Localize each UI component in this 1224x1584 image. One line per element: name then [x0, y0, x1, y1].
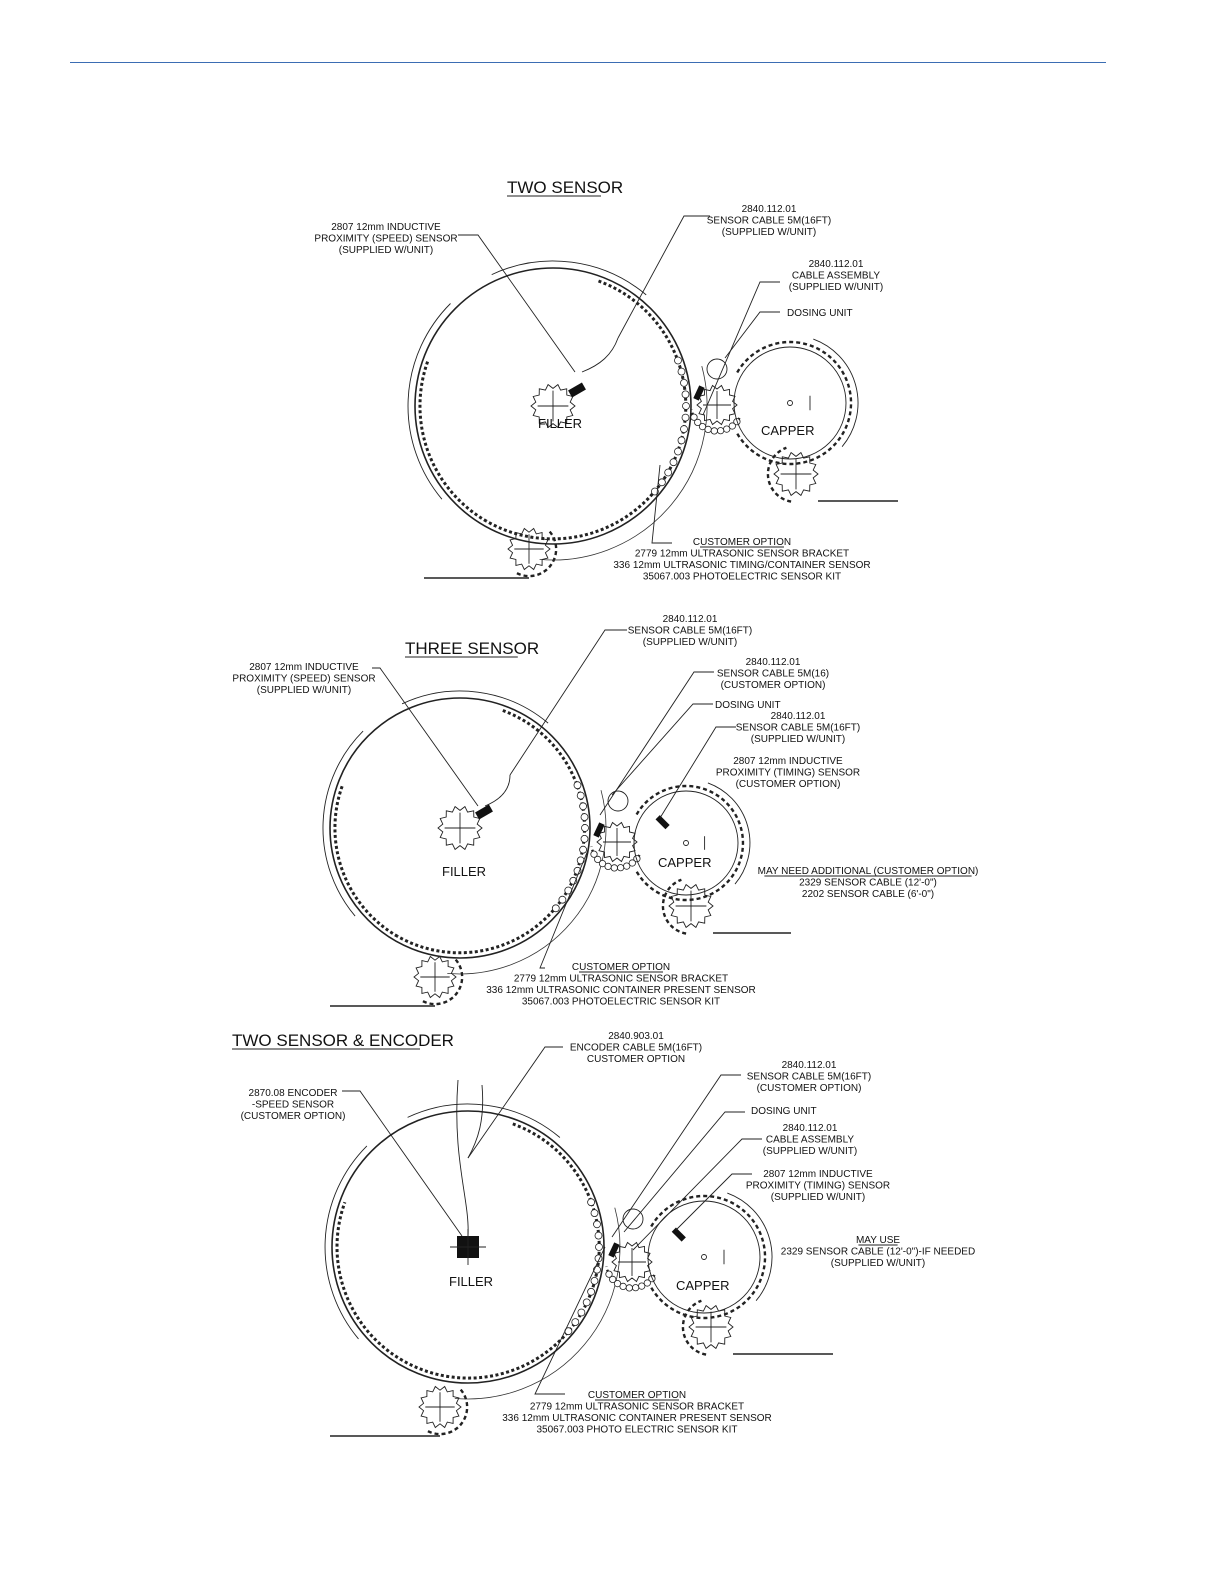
callout-text: 336 12mm ULTRASONIC CONTAINER PRESENT SENSOR — [502, 1413, 772, 1424]
filler-chain — [337, 1202, 402, 1360]
callout-text: CUSTOMER OPTION — [692, 537, 792, 548]
chuck-center — [788, 401, 793, 406]
container-pocket — [583, 1299, 590, 1306]
chuck-center — [684, 841, 689, 846]
container-pocket — [606, 1271, 612, 1277]
infeed-chain — [427, 1390, 468, 1434]
callout-text: SENSOR CABLE 5M(16FT) — [735, 722, 861, 734]
diagram-title: TWO SENSOR — [507, 178, 624, 197]
container-pocket — [581, 814, 588, 821]
container-sensor-icon — [608, 1242, 619, 1257]
leader-line — [372, 668, 478, 806]
container-pocket — [588, 1288, 595, 1295]
leader-line — [540, 850, 588, 968]
callout-text: PROXIMITY (TIMING) SENSOR — [715, 767, 861, 779]
container-pocket — [675, 448, 682, 455]
callout-text: (SUPPLIED W/UNIT) — [762, 1146, 858, 1157]
callout-text: DOSING UNIT — [715, 700, 781, 711]
container-pocket — [682, 391, 689, 398]
container-pocket — [724, 426, 730, 432]
callout-text: DOSING UNIT — [787, 308, 853, 319]
callout-text: 2840.112.01 — [741, 204, 797, 215]
container-pocket — [580, 803, 587, 810]
callout-text: (SUPPLIED W/UNIT) — [770, 1192, 866, 1203]
container-pocket — [691, 414, 697, 420]
container-pocket — [617, 865, 623, 871]
rotation-arrow — [323, 731, 363, 916]
rotation-arrow — [402, 691, 548, 723]
container-pocket — [683, 403, 690, 410]
callout-text: (SUPPLIED W/UNIT) — [256, 685, 352, 696]
callout-text: 2329 SENSOR CABLE (12'-0")-IF NEEDED — [780, 1246, 976, 1258]
container-pocket — [591, 851, 597, 857]
timing-sensor-icon — [656, 815, 670, 829]
callout-text: 2807 12mm INDUCTIVE — [763, 1169, 873, 1180]
leader-line — [652, 465, 672, 543]
leader-line — [612, 1075, 741, 1237]
callout-text: 2779 12mm ULTRASONIC SENSOR BRACKET — [513, 973, 729, 985]
filler-chain — [398, 711, 585, 953]
callout-text: (SUPPLIED W/UNIT) — [642, 637, 738, 648]
callout-text: (CUSTOMER OPTION) — [735, 779, 841, 790]
container-pocket — [574, 782, 581, 789]
capper-chuck — [684, 836, 705, 850]
container-pocket — [632, 1285, 638, 1291]
capper-label: CAPPER — [761, 423, 815, 438]
callout-text: CABLE ASSEMBLY — [765, 1134, 855, 1146]
container-pocket — [578, 1309, 585, 1316]
container-pocket — [581, 835, 588, 842]
container-pocket — [717, 428, 723, 434]
container-pockets — [591, 851, 640, 871]
callout-text: 2807 12mm INDUCTIVE — [249, 662, 359, 673]
container-pocket — [559, 896, 566, 903]
capper-chuck — [702, 1250, 725, 1265]
leader-line — [633, 1139, 762, 1250]
callout-text: 2779 12mm ULTRASONIC SENSOR BRACKET — [634, 548, 850, 560]
leader-line — [535, 1247, 605, 1394]
callout-text: CUSTOMER OPTION — [586, 1054, 686, 1065]
infeed-star-wheel — [414, 957, 456, 998]
callout-text: SENSOR CABLE 5M(16FT) — [706, 215, 832, 227]
capper-turret — [634, 791, 738, 895]
callout-text: (SUPPLIED W/UNIT) — [788, 282, 884, 293]
leader-line — [458, 235, 575, 372]
cable-line — [582, 338, 618, 372]
callout-text: 35067.003 PHOTOELECTRIC SENSOR KIT — [521, 996, 721, 1008]
infeed-chain — [422, 960, 463, 1004]
capper-label: CAPPER — [658, 855, 712, 870]
container-pocket — [658, 479, 665, 486]
container-pocket — [580, 846, 587, 853]
container-sensor-icon — [693, 385, 704, 400]
callout-text: 2870.08 ENCODER — [248, 1088, 338, 1099]
container-pocket — [675, 357, 682, 364]
infeed-star-wheel — [419, 1387, 461, 1428]
callout-text: 2840.903.01 — [608, 1031, 664, 1042]
callout-text: 2840.112.01 — [770, 711, 826, 722]
callout-text: 2840.112.01 — [662, 614, 718, 625]
container-pockets — [606, 1271, 655, 1291]
filler-chain — [335, 785, 398, 936]
callout-text: SENSOR CABLE 5M(16FT) — [627, 625, 753, 637]
callout-text: (SUPPLIED W/UNIT) — [721, 227, 817, 238]
diagram-title: THREE SENSOR — [405, 639, 540, 658]
callout-text: -SPEED SENSOR — [251, 1099, 335, 1111]
callout-text: 2329 SENSOR CABLE (12'-0") — [799, 877, 937, 889]
callout-text: 2840.112.01 — [782, 1123, 838, 1134]
callout-text: CABLE ASSEMBLY — [791, 270, 881, 282]
rotation-arrow — [492, 261, 647, 295]
outfeed-chain — [663, 880, 686, 934]
leader-line — [618, 216, 710, 338]
callout-text: CUSTOMER OPTION — [587, 1390, 687, 1401]
callout-text: 2840.112.01 — [745, 657, 801, 668]
container-pocket — [582, 825, 589, 832]
container-pockets — [691, 414, 740, 434]
callout-text: 2840.112.01 — [781, 1060, 837, 1071]
leader-line — [612, 704, 713, 795]
rotation-arrow — [408, 1104, 560, 1137]
container-pocket — [678, 368, 685, 375]
container-sensor-icon — [593, 822, 604, 837]
container-pocket — [552, 905, 559, 912]
callout-text: (CUSTOMER OPTION) — [240, 1111, 346, 1122]
container-pocket — [711, 428, 717, 434]
callout-text: SENSOR CABLE 5M(16FT) — [746, 1071, 872, 1083]
callout-text: PROXIMITY (SPEED) SENSOR — [232, 673, 376, 685]
callout-text: 2807 12mm INDUCTIVE — [331, 222, 441, 233]
container-pocket — [678, 437, 685, 444]
capper-chuck — [788, 396, 811, 411]
dosing-unit-icon — [707, 359, 727, 379]
callout-text: 2202 SENSOR CABLE (6'-0") — [801, 889, 935, 900]
callout-text: DOSING UNIT — [751, 1106, 817, 1117]
container-pocket — [596, 1244, 603, 1251]
outfeed-chain — [683, 1301, 706, 1355]
container-pocket — [681, 379, 688, 386]
callout-text: 35067.003 PHOTOELECTRIC SENSOR KIT — [642, 571, 842, 583]
container-pocket — [577, 792, 584, 799]
leader-line — [703, 282, 780, 415]
container-pocket — [588, 1199, 595, 1206]
callout-text: 336 12mm ULTRASONIC CONTAINER PRESENT SENSOR — [486, 985, 756, 996]
cable-line — [457, 1080, 483, 1236]
callout-text: SENSOR CABLE 5M(16) — [716, 668, 830, 680]
capper-turret — [734, 347, 846, 459]
callout-text: (SUPPLIED W/UNIT) — [750, 734, 846, 745]
callout-text: (SUPPLIED W/UNIT) — [830, 1258, 926, 1269]
filler-chain — [403, 1124, 600, 1378]
timing-sensor-icon — [672, 1228, 686, 1242]
callout-text: 2840.112.01 — [808, 259, 864, 270]
container-pocket — [682, 414, 689, 421]
cable-line — [485, 775, 510, 806]
filler-label: FILLER — [442, 864, 487, 879]
container-pocket — [611, 865, 617, 871]
container-pocket — [624, 863, 630, 869]
callout-text: PROXIMITY (SPEED) SENSOR — [314, 233, 458, 245]
callout-text: CUSTOMER OPTION — [571, 962, 671, 973]
container-pocket — [572, 1319, 579, 1326]
callout-text: 2779 12mm ULTRASONIC SENSOR BRACKET — [529, 1401, 745, 1413]
callout-text: (CUSTOMER OPTION) — [756, 1083, 862, 1094]
callout-text: 2807 12mm INDUCTIVE — [733, 756, 843, 767]
filler-chain — [420, 361, 487, 522]
filler-label: FILLER — [538, 416, 583, 431]
callout-text: MAY NEED ADDITIONAL (CUSTOMER OPTION) — [757, 866, 979, 877]
container-pocket — [626, 1285, 632, 1291]
filler-label: FILLER — [449, 1274, 494, 1289]
diagram-title: TWO SENSOR & ENCODER — [232, 1031, 454, 1050]
callout-text: (CUSTOMER OPTION) — [720, 680, 826, 691]
container-pocket — [670, 459, 677, 466]
chuck-center — [702, 1255, 707, 1260]
callout-text: ENCODER CABLE 5M(16FT) — [569, 1042, 703, 1054]
container-pocket — [591, 1277, 598, 1284]
callout-text: (SUPPLIED W/UNIT) — [338, 245, 434, 256]
callout-text: PROXIMITY (TIMING) SENSOR — [745, 1180, 891, 1192]
container-pocket — [681, 426, 688, 433]
callout-text: 35067.003 PHOTO ELECTRIC SENSOR KIT — [536, 1424, 738, 1436]
container-pocket — [591, 1210, 598, 1217]
container-pocket — [639, 1283, 645, 1289]
capper-label: CAPPER — [676, 1278, 730, 1293]
container-pocket — [594, 1221, 601, 1228]
leader-line — [725, 312, 780, 358]
filler-chain — [487, 281, 686, 539]
container-pocket — [595, 1232, 602, 1239]
dosing-unit-icon — [608, 791, 628, 811]
dosing-unit-icon — [623, 1209, 643, 1229]
callout-text: 336 12mm ULTRASONIC TIMING/CONTAINER SENSOR — [613, 560, 871, 571]
speed-sensor-icon — [568, 383, 586, 398]
speed-sensor-icon — [475, 805, 493, 820]
container-pocket — [665, 469, 672, 476]
rotation-arrow — [708, 783, 750, 884]
callout-text: MAY USE — [855, 1235, 901, 1246]
